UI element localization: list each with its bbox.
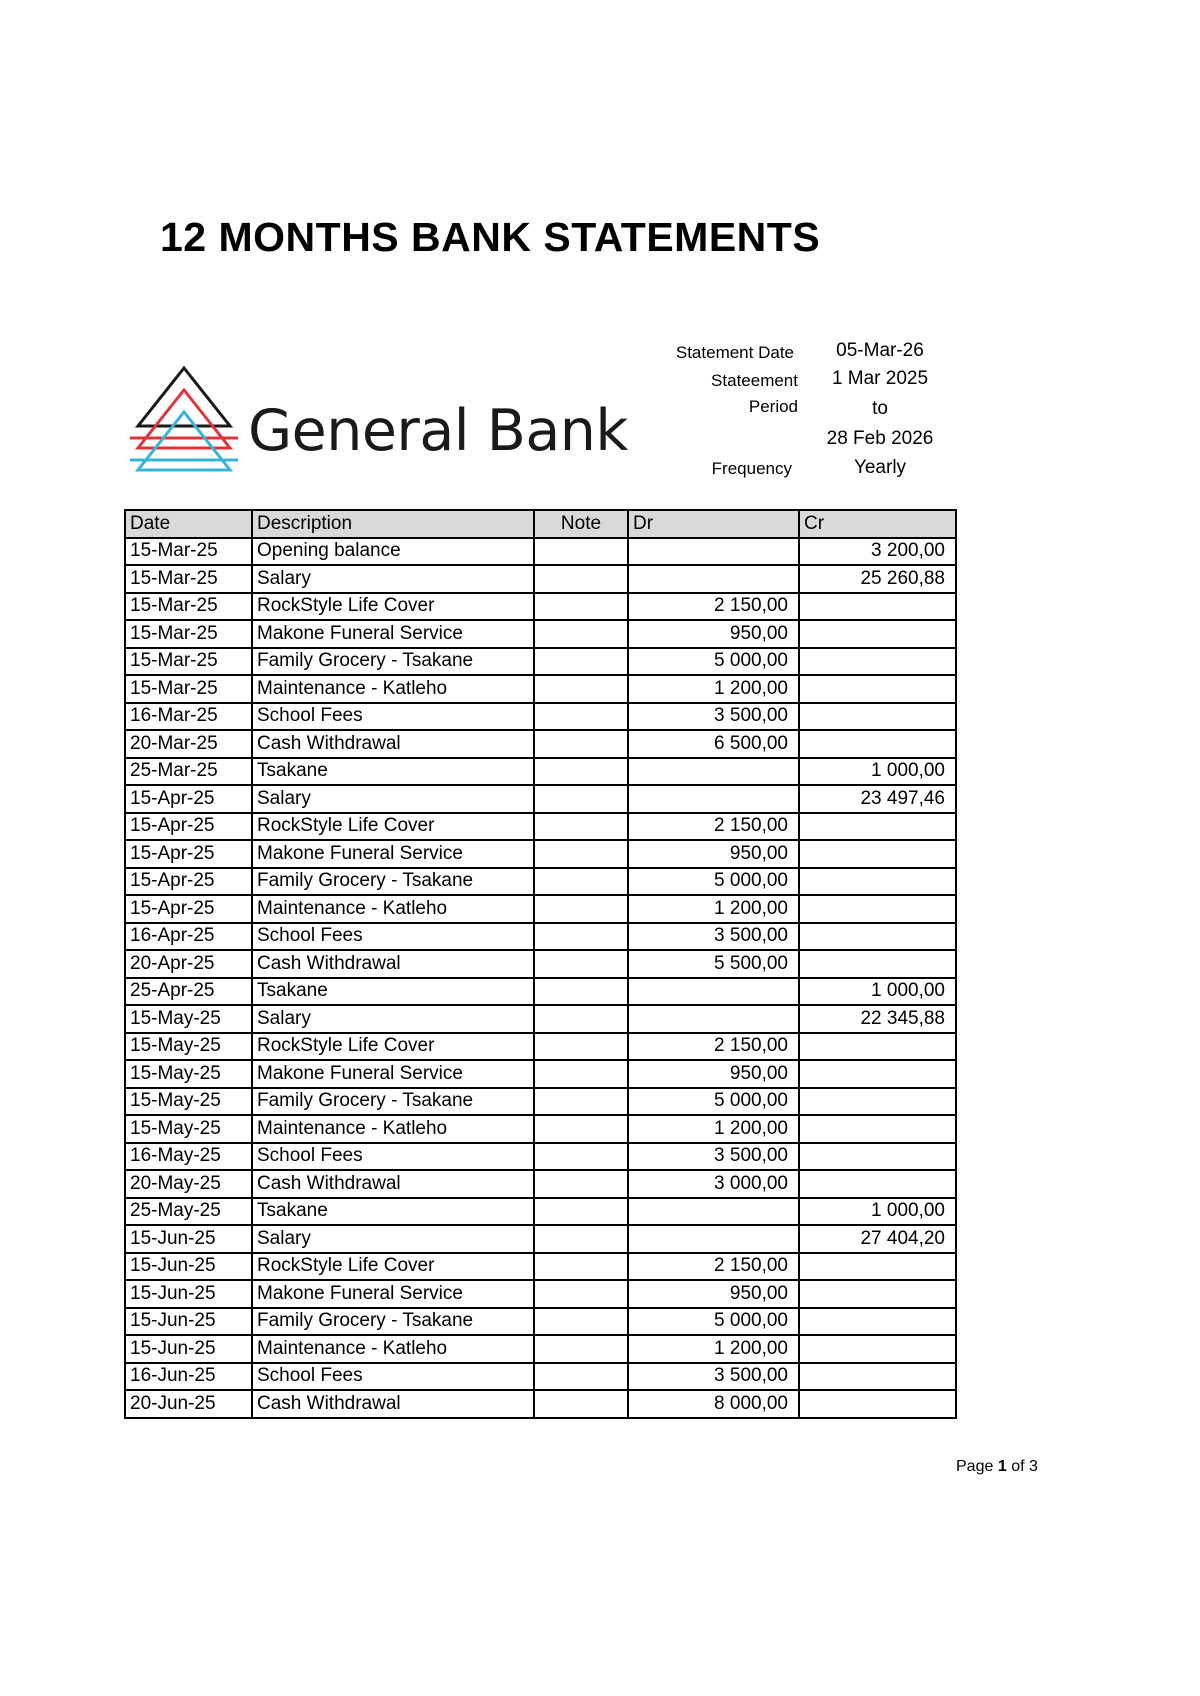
cell-note	[534, 923, 628, 951]
frequency-value: Yearly	[853, 457, 907, 478]
cell-date: 20-Mar-25	[125, 730, 252, 758]
cell-description: Cash Withdrawal	[252, 950, 534, 978]
cell-dr: 5 000,00	[628, 1088, 799, 1116]
cell-description: Maintenance - Katleho	[252, 1115, 534, 1143]
cell-dr: 3 500,00	[628, 703, 799, 731]
cell-note	[534, 1005, 628, 1033]
cell-description: RockStyle Life Cover	[252, 813, 534, 841]
cell-cr	[799, 648, 956, 676]
cell-description: Family Grocery - Tsakane	[252, 648, 534, 676]
table-row	[125, 1115, 956, 1143]
cell-date: 15-Mar-25	[125, 648, 252, 676]
cell-description: Makone Funeral Service	[252, 620, 534, 648]
cell-dr: 950,00	[628, 1280, 799, 1308]
cell-dr: 950,00	[628, 620, 799, 648]
frequency-label: Frequency	[711, 459, 792, 478]
page-word: Page	[956, 1458, 994, 1475]
cell-dr: 2 150,00	[628, 593, 799, 621]
cell-dr	[628, 758, 799, 786]
table-row	[125, 895, 956, 923]
cell-cr	[799, 593, 956, 621]
cell-note	[534, 1335, 628, 1363]
cell-date: 15-Mar-25	[125, 565, 252, 593]
cell-note	[534, 703, 628, 731]
cell-note	[534, 895, 628, 923]
table-row	[125, 565, 956, 593]
cell-note	[534, 1308, 628, 1336]
table-row	[125, 868, 956, 896]
cell-description: RockStyle Life Cover	[252, 1033, 534, 1061]
cell-date: 15-Jun-25	[125, 1308, 252, 1336]
cell-note	[534, 1198, 628, 1226]
cell-cr	[799, 1308, 956, 1336]
cell-date: 20-Jun-25	[125, 1390, 252, 1418]
table-row	[125, 1308, 956, 1336]
cell-description: Family Grocery - Tsakane	[252, 1308, 534, 1336]
cell-description: Makone Funeral Service	[252, 1280, 534, 1308]
cell-dr	[628, 565, 799, 593]
cell-dr: 1 200,00	[628, 1115, 799, 1143]
cell-date: 15-Jun-25	[125, 1253, 252, 1281]
cell-cr: 3 200,00	[799, 538, 956, 566]
cell-dr: 3 000,00	[628, 1170, 799, 1198]
cell-cr	[799, 1060, 956, 1088]
cell-dr	[628, 978, 799, 1006]
cell-description: Cash Withdrawal	[252, 1390, 534, 1418]
cell-date: 20-May-25	[125, 1170, 252, 1198]
cell-dr: 3 500,00	[628, 1143, 799, 1171]
cell-dr: 5 500,00	[628, 950, 799, 978]
cell-date: 15-Apr-25	[125, 868, 252, 896]
cell-description: Makone Funeral Service	[252, 840, 534, 868]
cell-date: 15-May-25	[125, 1088, 252, 1116]
cell-date: 15-May-25	[125, 1005, 252, 1033]
cell-note	[534, 978, 628, 1006]
cell-note	[534, 1143, 628, 1171]
cell-cr: 23 497,46	[799, 785, 956, 813]
cell-date: 15-Jun-25	[125, 1280, 252, 1308]
cell-date: 15-Mar-25	[125, 593, 252, 621]
cell-cr	[799, 868, 956, 896]
cell-cr: 27 404,20	[799, 1225, 956, 1253]
page-indicator	[956, 1458, 1038, 1476]
column-header-dr: Dr	[628, 510, 799, 538]
cell-description: Maintenance - Katleho	[252, 1335, 534, 1363]
cell-dr: 1 200,00	[628, 1335, 799, 1363]
cell-dr: 1 200,00	[628, 895, 799, 923]
cell-cr	[799, 1115, 956, 1143]
cell-date: 25-Apr-25	[125, 978, 252, 1006]
period-to: to	[872, 398, 888, 419]
cell-date: 15-Jun-25	[125, 1225, 252, 1253]
cell-date: 15-May-25	[125, 1033, 252, 1061]
cell-description: Salary	[252, 785, 534, 813]
cell-description: Tsakane	[252, 758, 534, 786]
cell-cr	[799, 675, 956, 703]
cell-date: 16-Jun-25	[125, 1363, 252, 1391]
cell-dr: 6 500,00	[628, 730, 799, 758]
cell-note	[534, 950, 628, 978]
cell-dr: 3 500,00	[628, 1363, 799, 1391]
cell-note	[534, 565, 628, 593]
cell-description: Tsakane	[252, 978, 534, 1006]
table-row	[125, 840, 956, 868]
cell-cr	[799, 1088, 956, 1116]
cell-dr: 950,00	[628, 1060, 799, 1088]
table-row	[125, 1170, 956, 1198]
transactions-table	[124, 509, 957, 1419]
table-row	[125, 538, 956, 566]
cell-date: 15-May-25	[125, 1115, 252, 1143]
cell-note	[534, 1170, 628, 1198]
cell-date: 15-Apr-25	[125, 813, 252, 841]
bank-logo	[128, 364, 648, 474]
cell-description: Maintenance - Katleho	[252, 675, 534, 703]
table-row	[125, 593, 956, 621]
cell-description: School Fees	[252, 703, 534, 731]
cell-description: Salary	[252, 565, 534, 593]
cell-cr: 1 000,00	[799, 978, 956, 1006]
cell-dr	[628, 785, 799, 813]
cell-date: 15-May-25	[125, 1060, 252, 1088]
table-header-row	[125, 510, 956, 538]
cell-cr	[799, 923, 956, 951]
cell-dr: 5 000,00	[628, 1308, 799, 1336]
cell-description: School Fees	[252, 923, 534, 951]
column-header-date: Date	[125, 510, 252, 538]
page-total: 3	[1028, 1458, 1038, 1475]
cell-dr: 8 000,00	[628, 1390, 799, 1418]
page-current: 1	[997, 1458, 1007, 1475]
table-row	[125, 1390, 956, 1418]
cell-note	[534, 785, 628, 813]
table-row	[125, 1198, 956, 1226]
table-row	[125, 978, 956, 1006]
cell-cr	[799, 1335, 956, 1363]
cell-date: 25-Mar-25	[125, 758, 252, 786]
cell-description: RockStyle Life Cover	[252, 593, 534, 621]
cell-description: Tsakane	[252, 1198, 534, 1226]
cell-dr	[628, 1225, 799, 1253]
cell-note	[534, 648, 628, 676]
cell-dr: 5 000,00	[628, 868, 799, 896]
cell-date: 15-Mar-25	[125, 620, 252, 648]
table-row	[125, 620, 956, 648]
table-row	[125, 1033, 956, 1061]
cell-cr: 1 000,00	[799, 758, 956, 786]
cell-note	[534, 1390, 628, 1418]
cell-note	[534, 538, 628, 566]
cell-note	[534, 620, 628, 648]
statement-date-value: 05-Mar-26	[836, 340, 924, 361]
cell-dr: 5 000,00	[628, 648, 799, 676]
cell-note	[534, 1253, 628, 1281]
column-header-cr: Cr	[799, 510, 956, 538]
statement-period-label-line1: Stateement	[711, 371, 798, 390]
cell-dr: 950,00	[628, 840, 799, 868]
cell-note	[534, 1225, 628, 1253]
table-row	[125, 1363, 956, 1391]
cell-date: 15-Apr-25	[125, 840, 252, 868]
cell-dr: 2 150,00	[628, 1253, 799, 1281]
cell-date: 16-Apr-25	[125, 923, 252, 951]
table-body	[125, 538, 956, 1418]
page-of-word: of	[1011, 1458, 1025, 1475]
column-header-description: Description	[252, 510, 534, 538]
cell-date: 15-Apr-25	[125, 895, 252, 923]
cell-note	[534, 1060, 628, 1088]
cell-cr	[799, 813, 956, 841]
cell-note	[534, 675, 628, 703]
cell-note	[534, 1088, 628, 1116]
table-row	[125, 923, 956, 951]
cell-description: RockStyle Life Cover	[252, 1253, 534, 1281]
cell-cr: 1 000,00	[799, 1198, 956, 1226]
cell-date: 15-Mar-25	[125, 538, 252, 566]
cell-description: School Fees	[252, 1143, 534, 1171]
cell-date: 15-Jun-25	[125, 1335, 252, 1363]
table-row	[125, 1253, 956, 1281]
cell-cr	[799, 1033, 956, 1061]
cell-cr	[799, 1170, 956, 1198]
cell-dr: 2 150,00	[628, 813, 799, 841]
cell-dr	[628, 1198, 799, 1226]
cell-cr	[799, 1253, 956, 1281]
cell-description: Maintenance - Katleho	[252, 895, 534, 923]
cell-date: 16-Mar-25	[125, 703, 252, 731]
cell-note	[534, 758, 628, 786]
table-row	[125, 1335, 956, 1363]
cell-note	[534, 1280, 628, 1308]
table-row	[125, 675, 956, 703]
cell-cr: 25 260,88	[799, 565, 956, 593]
cell-dr	[628, 1005, 799, 1033]
cell-dr: 3 500,00	[628, 923, 799, 951]
cell-note	[534, 1363, 628, 1391]
table-row	[125, 730, 956, 758]
table-row	[125, 1005, 956, 1033]
table-row	[125, 950, 956, 978]
cell-description: Opening balance	[252, 538, 534, 566]
cell-cr	[799, 703, 956, 731]
table-row	[125, 1060, 956, 1088]
triangle-logo-icon	[128, 364, 240, 474]
cell-description: Salary	[252, 1005, 534, 1033]
cell-description: Cash Withdrawal	[252, 730, 534, 758]
cell-cr	[799, 895, 956, 923]
table-row	[125, 703, 956, 731]
cell-note	[534, 840, 628, 868]
cell-note	[534, 868, 628, 896]
cell-date: 16-May-25	[125, 1143, 252, 1171]
cell-cr: 22 345,88	[799, 1005, 956, 1033]
cell-cr	[799, 1390, 956, 1418]
period-end: 28 Feb 2026	[826, 428, 934, 449]
cell-dr: 1 200,00	[628, 675, 799, 703]
cell-cr	[799, 1280, 956, 1308]
bank-name: General Bank	[248, 398, 628, 464]
cell-cr	[799, 620, 956, 648]
cell-note	[534, 1115, 628, 1143]
statement-date-label: Statement Date	[675, 343, 794, 362]
cell-date: 20-Apr-25	[125, 950, 252, 978]
cell-date: 25-May-25	[125, 1198, 252, 1226]
cell-description: Cash Withdrawal	[252, 1170, 534, 1198]
table-row	[125, 648, 956, 676]
cell-date: 15-Mar-25	[125, 675, 252, 703]
cell-note	[534, 730, 628, 758]
table-row	[125, 1280, 956, 1308]
cell-description: Makone Funeral Service	[252, 1060, 534, 1088]
cell-dr: 2 150,00	[628, 1033, 799, 1061]
table-row	[125, 1143, 956, 1171]
page-title: 12 MONTHS BANK STATEMENTS	[160, 214, 821, 260]
table-row	[125, 813, 956, 841]
cell-cr	[799, 1363, 956, 1391]
cell-cr	[799, 950, 956, 978]
cell-dr	[628, 538, 799, 566]
cell-date: 15-Apr-25	[125, 785, 252, 813]
cell-note	[534, 593, 628, 621]
cell-note	[534, 813, 628, 841]
table-row	[125, 758, 956, 786]
table-row	[125, 1088, 956, 1116]
cell-description: School Fees	[252, 1363, 534, 1391]
cell-cr	[799, 1143, 956, 1171]
table-row	[125, 785, 956, 813]
cell-cr	[799, 840, 956, 868]
table-row	[125, 1225, 956, 1253]
cell-note	[534, 1033, 628, 1061]
period-start: 1 Mar 2025	[831, 368, 929, 389]
cell-description: Family Grocery - Tsakane	[252, 1088, 534, 1116]
column-header-note: Note	[534, 510, 628, 538]
cell-description: Family Grocery - Tsakane	[252, 868, 534, 896]
cell-cr	[799, 730, 956, 758]
cell-description: Salary	[252, 1225, 534, 1253]
statement-period-label-line2: Period	[748, 397, 798, 416]
